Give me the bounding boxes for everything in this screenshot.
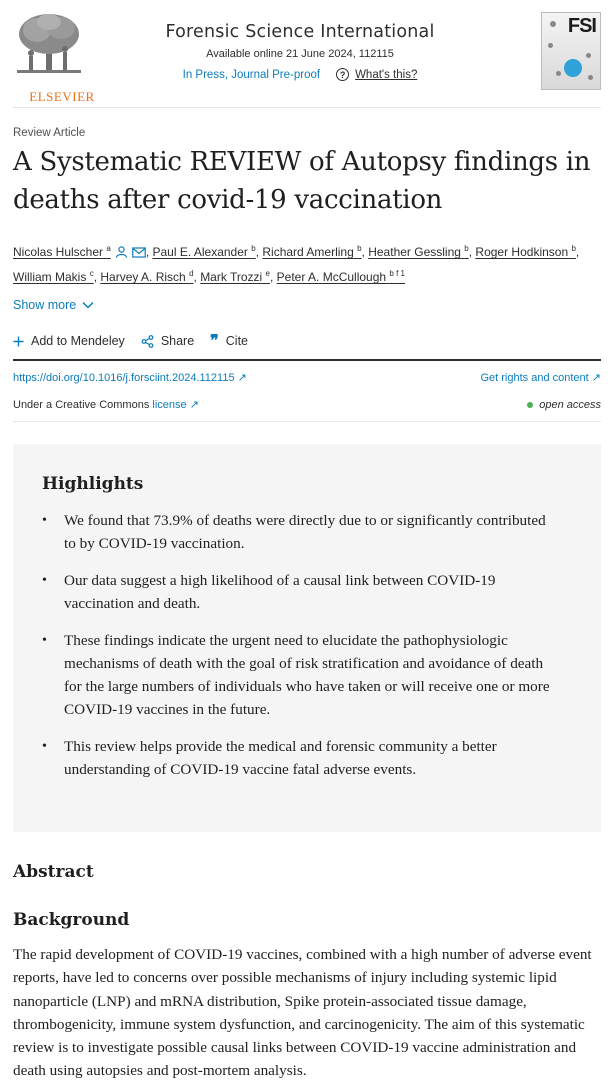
article-type: Review Article <box>13 127 86 139</box>
open-access-badge: open access <box>527 398 601 411</box>
cover-graphic <box>586 53 591 58</box>
in-press-status: In Press, Journal Pre-proof <box>182 68 321 81</box>
author-link[interactable]: Mark Trozzi $^e$ <box>200 269 270 284</box>
press-status-line <box>150 68 450 81</box>
share-label: Share <box>160 334 195 348</box>
question-icon[interactable]: ? <box>336 68 349 81</box>
add-to-mendeley-button[interactable] <box>13 334 125 348</box>
show-more-label: Show more <box>13 298 77 312</box>
available-online: Available online 21 June 2024, 112115 <box>206 48 394 60</box>
highlight-item: • This review helps provide the medical and forensic community a better understanding of COVID-19 vaccine fatal adverse events. <box>42 735 561 781</box>
elsevier-logo[interactable] <box>13 12 95 104</box>
email-icon[interactable] <box>132 247 146 258</box>
highlights-list <box>42 509 561 781</box>
author-list: Nicolas Hulscher $^a$ , Paul E. Alexander $^b$, Richard Amerling $^b$, Heather Gessling $^b$, Roger Hodkinson $^b$, William Makis $^c$, Harvey A. Risch $^d$, Mark Trozzi $^e$, Peter A. McCullough $^{b f 1}$ <box>13 244 580 284</box>
license-text: Under a Creative Commons license ↗ <box>13 399 199 411</box>
highlights-title: Highlights <box>42 474 144 494</box>
person-icon[interactable] <box>115 246 128 258</box>
cover-graphic <box>550 21 556 27</box>
publisher-name: ELSEVIER <box>29 89 95 104</box>
author-link[interactable]: Peter A. McCullough $^{b f 1}$ <box>276 269 405 284</box>
external-link-icon: ↗ <box>237 372 247 384</box>
author-link[interactable]: Roger Hodkinson $^b$ <box>475 244 576 259</box>
article-title: A Systematic REVIEW of Autopsy findings in deaths after covid-19 vaccination <box>13 147 591 215</box>
external-link-icon: ↗ <box>591 372 601 384</box>
journal-header <box>0 0 614 106</box>
mendeley-label: Add to Mendeley <box>31 334 125 348</box>
quote-icon: ❞ <box>210 331 219 350</box>
plus-icon <box>13 336 24 347</box>
journal-title[interactable]: Forensic Science International <box>165 22 435 42</box>
highlights-box <box>13 444 601 832</box>
abstract-heading: Abstract <box>13 862 94 882</box>
cite-button[interactable] <box>210 331 249 350</box>
highlight-item: • We found that 73.9% of deaths were directly due to or significantly contributed to by COVID-19 vaccination. <box>42 509 561 555</box>
cover-graphic <box>556 71 561 76</box>
background-heading: Background <box>13 910 130 930</box>
cover-graphic <box>564 59 582 77</box>
journal-info <box>150 22 450 81</box>
journal-cover[interactable] <box>541 12 601 90</box>
share-icon <box>141 335 154 348</box>
elsevier-tree-icon <box>13 12 85 78</box>
whats-this-link[interactable]: What's this? <box>355 68 418 81</box>
cite-label: Cite <box>225 334 249 348</box>
license-row <box>13 398 601 411</box>
chevron-down-icon <box>82 301 94 309</box>
highlight-item: • These findings indicate the urgent need to elucidate the pathophysiologic mechanisms of death with the goal of risk stratification and avoidance of death for the large numbers of individuals who have taken or will receive one or more COVID-19 vaccines in the future. <box>42 629 561 721</box>
meta-divider <box>13 421 601 422</box>
background-text: The rapid development of COVID-19 vaccines, combined with a high number of adverse event reports, have led to concerns over possible mechanisms of injury including systemic lipid nanoparticle (LNP) and mRNA distribution, Spike protein-associated tissue damage, thrombogenicity, immune system dysfunction, and carcinogenicity. The aim of this systematic review is to investigate possible causal links between COVID-19 vaccine administration and death using autopsies and post-mortem analysis. <box>13 946 592 1080</box>
author-link[interactable]: Heather Gessling $^b$ <box>368 244 469 259</box>
actions-divider <box>13 359 601 361</box>
article-actions <box>13 331 249 350</box>
doi-link[interactable]: https://doi.org/10.1016/j.forsciint.2024.112115 ↗ <box>13 372 247 384</box>
highlight-item: • Our data suggest a high likelihood of a causal link between COVID-19 vaccination and death. <box>42 569 561 615</box>
rights-link[interactable]: Get rights and content ↗ <box>480 372 601 384</box>
author-link[interactable]: Richard Amerling $^b$ <box>262 244 362 259</box>
cover-graphic <box>588 75 593 80</box>
author-link[interactable]: Harvey A. Risch $^d$ <box>100 269 194 284</box>
header-divider <box>13 107 601 108</box>
show-more-button[interactable] <box>13 298 94 312</box>
external-link-icon: ↗ <box>189 399 199 411</box>
open-access-dot-icon <box>527 402 533 408</box>
license-link[interactable]: license ↗ <box>152 399 199 411</box>
share-button[interactable] <box>141 334 194 348</box>
doi-row <box>13 371 601 384</box>
cover-graphic <box>548 43 553 48</box>
author-link[interactable]: Nicolas Hulscher $^a$ <box>13 244 111 259</box>
cover-title: FSI <box>567 15 596 37</box>
author-link[interactable]: William Makis $^c$ <box>13 269 94 284</box>
author-link[interactable]: Paul E. Alexander $^b$ <box>152 244 256 259</box>
